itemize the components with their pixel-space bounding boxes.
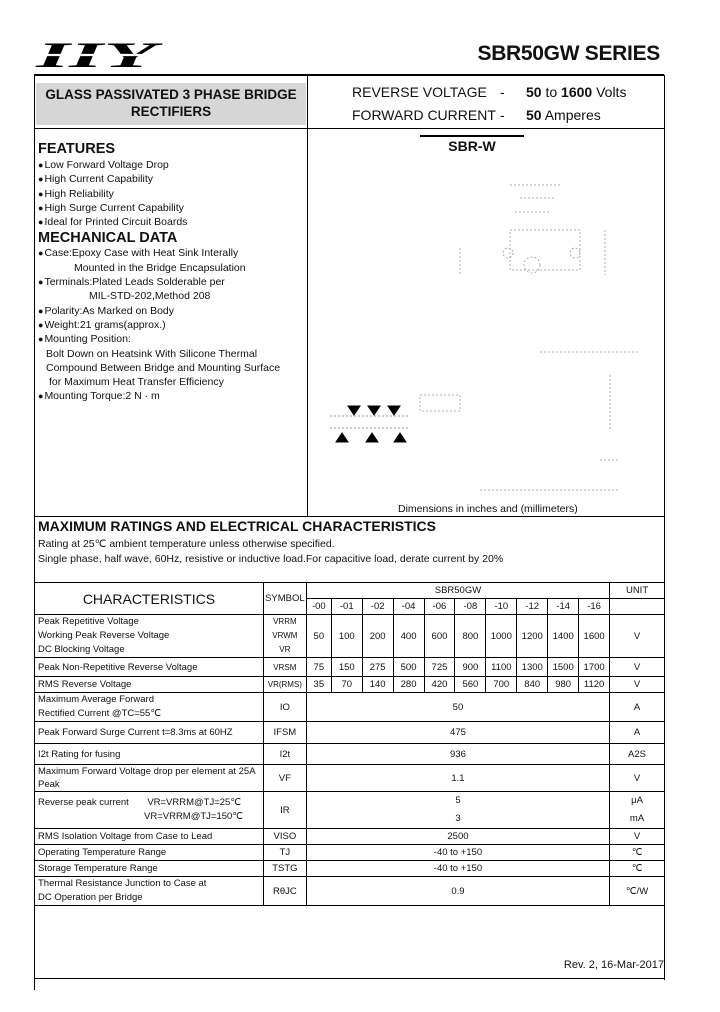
mech-line: ● Terminals:Plated Leads Solderable per (38, 275, 280, 289)
value-cell: 150 (331, 658, 362, 677)
value-cell: 420 (424, 677, 455, 693)
value-cell: 475 (306, 722, 609, 744)
mech-line: ● Mounting Position: (38, 332, 280, 346)
feature-item: ● Low Forward Voltage Drop (38, 158, 280, 172)
features-section (38, 141, 280, 404)
footer-rule (34, 978, 664, 979)
reverse-voltage-dash: - (500, 84, 505, 100)
row-symbol: VISO (263, 829, 306, 845)
product-title-box (36, 83, 306, 125)
reverse-voltage-unit: Volts (596, 84, 627, 100)
value-cell: 275 (362, 658, 393, 677)
value-cell: 1700 (579, 658, 610, 677)
feature-item: ● High Surge Current Capability (38, 201, 280, 215)
row-label (35, 765, 264, 792)
mech-line: Mounted in the Bridge Encapsulation (74, 261, 246, 274)
row-label-line: Working Peak Reverse Voltage (38, 630, 170, 641)
value-cell: 70 (331, 677, 362, 693)
unit-cell: ℃ (610, 861, 665, 877)
ratings-note-2: Single phase, half wave, 60Hz, resistive or inductive load.For capacitive load, derate current by 20% (38, 553, 504, 565)
table-row (35, 861, 665, 877)
suffix-cell: -01 (331, 599, 362, 615)
value-line: 3 (455, 813, 461, 824)
row-label-line: Maximum Average Forward (38, 694, 154, 705)
ratings-note-1: Rating at 25℃ ambient temperature unless otherwise specified. (38, 538, 335, 550)
row-label-line: Maximum Forward Voltage drop per element at 25A (38, 766, 256, 777)
mech-line: MIL-STD-202,Method 208 (89, 290, 211, 303)
value-cell: 75 (306, 658, 331, 677)
package-label: SBR-W (420, 135, 524, 154)
value-cell: 1500 (548, 658, 579, 677)
value-cell: 1300 (517, 658, 548, 677)
value-cell: 140 (362, 677, 393, 693)
value-line: 5 (455, 795, 461, 806)
column-divider (307, 76, 308, 516)
value-cell: 400 (393, 615, 424, 658)
row-symbol: VF (263, 765, 306, 792)
features-heading: FEATURES (38, 141, 116, 157)
unit-cell: V (610, 658, 665, 677)
value-cell: 560 (455, 677, 486, 693)
reverse-voltage-label: REVERSE VOLTAGE (352, 84, 487, 100)
table-row (35, 615, 665, 658)
series-title: SBR50GW SERIES (477, 42, 660, 65)
value-cell: 200 (362, 615, 393, 658)
value-cell: 600 (424, 615, 455, 658)
suffix-cell: -14 (548, 599, 579, 615)
mech-line: ● Polarity:As Marked on Body (38, 304, 280, 318)
table-row (35, 677, 665, 693)
value-cell: 800 (455, 615, 486, 658)
package-outline-drawing (310, 160, 662, 500)
mechanical-heading: MECHANICAL DATA (38, 230, 178, 247)
symbol-line: VR (279, 645, 291, 654)
reverse-voltage-spec (352, 84, 626, 100)
header-characteristics: CHARACTERISTICS (35, 583, 264, 615)
row-label-line: Rectified Current @TC=55℃ (38, 708, 162, 719)
mech-line: ● Mounting Torque:2 N · m (38, 389, 280, 403)
table-header-row (35, 583, 665, 599)
reverse-voltage-max: 1600 (561, 84, 593, 100)
unit-cell: A (610, 722, 665, 744)
value-cell: 900 (455, 658, 486, 677)
header-symbol: SYMBOL (263, 583, 306, 615)
header-unit: UNIT (610, 583, 665, 599)
ratings-title: MAXIMUM RATINGS AND ELECTRICAL CHARACTERISTICS (38, 518, 436, 534)
row-label-line: Peak (38, 779, 60, 790)
row-label-line: DC Blocking Voltage (38, 644, 125, 655)
row-label-line: Thermal Resistance Junction to Case at (38, 878, 207, 889)
row-symbol: VRSM (263, 658, 306, 677)
value-cell: 500 (393, 658, 424, 677)
table-row (35, 693, 665, 722)
mech-line: Bolt Down on Heatsink With Silicone Thermal (46, 347, 258, 360)
product-title-line1: GLASS PASSIVATED 3 PHASE BRIDGE (45, 87, 297, 102)
unit-line: mA (629, 813, 645, 824)
unit-line: μA (631, 795, 643, 806)
row-symbol: IFSM (263, 722, 306, 744)
reverse-voltage-to: to (545, 84, 558, 100)
product-title-line2: RECTIFIERS (130, 104, 212, 119)
row-label-line: VR=VRRM@TJ=150℃ (144, 811, 243, 822)
value-cell: 1.1 (306, 765, 609, 792)
feature-item: ● Ideal for Printed Circuit Boards (38, 215, 280, 229)
value-cell (306, 792, 609, 829)
row-symbol: TSTG (263, 861, 306, 877)
row-label: Operating Temperature Range (35, 845, 264, 861)
logo-text: HY (34, 38, 164, 72)
header-rule (34, 74, 664, 76)
table-row (35, 744, 665, 765)
row-label (35, 615, 264, 658)
forward-current-dash: - (500, 107, 505, 123)
mid-divider (34, 516, 664, 517)
value-cell: 1200 (517, 615, 548, 658)
unit-cell (610, 792, 665, 829)
row-label: Storage Temperature Range (35, 861, 264, 877)
table-row (35, 658, 665, 677)
value-cell: -40 to +150 (306, 861, 609, 877)
unit-cell: ℃ (610, 845, 665, 861)
value-cell: 700 (486, 677, 517, 693)
unit-cell: ℃/W (610, 877, 665, 906)
revision-label: Rev. 2, 16-Mar-2017 (563, 959, 664, 971)
value-cell: 2500 (306, 829, 609, 845)
row-symbol (263, 615, 306, 658)
row-label-line: DC Operation per Bridge (38, 892, 143, 903)
suffix-cell: -04 (393, 599, 424, 615)
upper-divider (34, 128, 664, 129)
row-symbol: I2t (263, 744, 306, 765)
table-row (35, 765, 665, 792)
row-label: Peak Non-Repetitive Reverse Voltage (35, 658, 264, 677)
mech-line: for Maximum Heat Transfer Efficiency (49, 376, 224, 389)
table-row (35, 829, 665, 845)
table-row (35, 722, 665, 744)
suffix-cell: -06 (424, 599, 455, 615)
value-cell: 1400 (548, 615, 579, 658)
value-cell: 1000 (486, 615, 517, 658)
row-label: I2t Rating for fusing (35, 744, 264, 765)
value-cell: 50 (306, 615, 331, 658)
suffix-cell: -00 (306, 599, 331, 615)
row-label: RMS Reverse Voltage (35, 677, 264, 693)
suffix-cell: -10 (486, 599, 517, 615)
value-cell: 1100 (486, 658, 517, 677)
row-symbol: IO (263, 693, 306, 722)
reverse-voltage-min: 50 (526, 84, 542, 100)
unit-cell: V (610, 615, 665, 658)
table-row (35, 792, 665, 829)
mech-line: Compound Between Bridge and Mounting Surface (46, 361, 281, 374)
feature-item: ● High Current Capability (38, 172, 280, 186)
value-cell: 936 (306, 744, 609, 765)
value-cell: 1120 (579, 677, 610, 693)
row-label: Peak Forward Surge Current t=8.3ms at 60HZ (35, 722, 264, 744)
unit-cell: V (610, 677, 665, 693)
row-symbol: RθJC (263, 877, 306, 906)
unit-cell: V (610, 829, 665, 845)
value-cell: 1600 (579, 615, 610, 658)
company-logo (34, 38, 164, 72)
row-symbol: TJ (263, 845, 306, 861)
unit-cell: V (610, 765, 665, 792)
row-symbol: VR(RMS) (263, 677, 306, 693)
feature-item: ● High Reliability (38, 187, 280, 201)
header-group: SBR50GW (306, 583, 609, 599)
unit-cell: A2S (610, 744, 665, 765)
forward-current-spec (352, 107, 601, 123)
dimensions-note: Dimensions in inches and (millimeters) (398, 503, 578, 515)
value-cell: 280 (393, 677, 424, 693)
row-label (35, 693, 264, 722)
row-label (35, 877, 264, 906)
mech-line: ● Weight:21 grams(approx.) (38, 318, 280, 332)
suffix-cell: -08 (455, 599, 486, 615)
row-label (35, 792, 264, 829)
value-cell: 0.9 (306, 877, 609, 906)
value-cell: 50 (306, 693, 609, 722)
value-cell: 100 (331, 615, 362, 658)
suffix-cell: -16 (579, 599, 610, 615)
row-label-line: Reverse peak current VR=VRRM@TJ=25℃ (38, 797, 242, 808)
value-cell: 35 (306, 677, 331, 693)
value-cell: 980 (548, 677, 579, 693)
value-cell: 840 (517, 677, 548, 693)
unit-cell: A (610, 693, 665, 722)
mech-line: ● Case:Epoxy Case with Heat Sink Interally (38, 246, 280, 260)
forward-current-value: 50 (526, 107, 542, 123)
symbol-line: VRWM (272, 631, 298, 640)
suffix-cell: -12 (517, 599, 548, 615)
characteristics-table (34, 582, 665, 906)
table-row (35, 845, 665, 861)
table-row (35, 877, 665, 906)
row-label: RMS Isolation Voltage from Case to Lead (35, 829, 264, 845)
symbol-line: VRRM (273, 617, 297, 626)
value-cell: 725 (424, 658, 455, 677)
value-cell: -40 to +150 (306, 845, 609, 861)
suffix-cell: -02 (362, 599, 393, 615)
row-label-line: Peak Repetitive Voltage (38, 616, 139, 627)
row-symbol: IR (263, 792, 306, 829)
forward-current-label: FORWARD CURRENT (352, 107, 496, 123)
forward-current-unit: Amperes (544, 107, 601, 123)
